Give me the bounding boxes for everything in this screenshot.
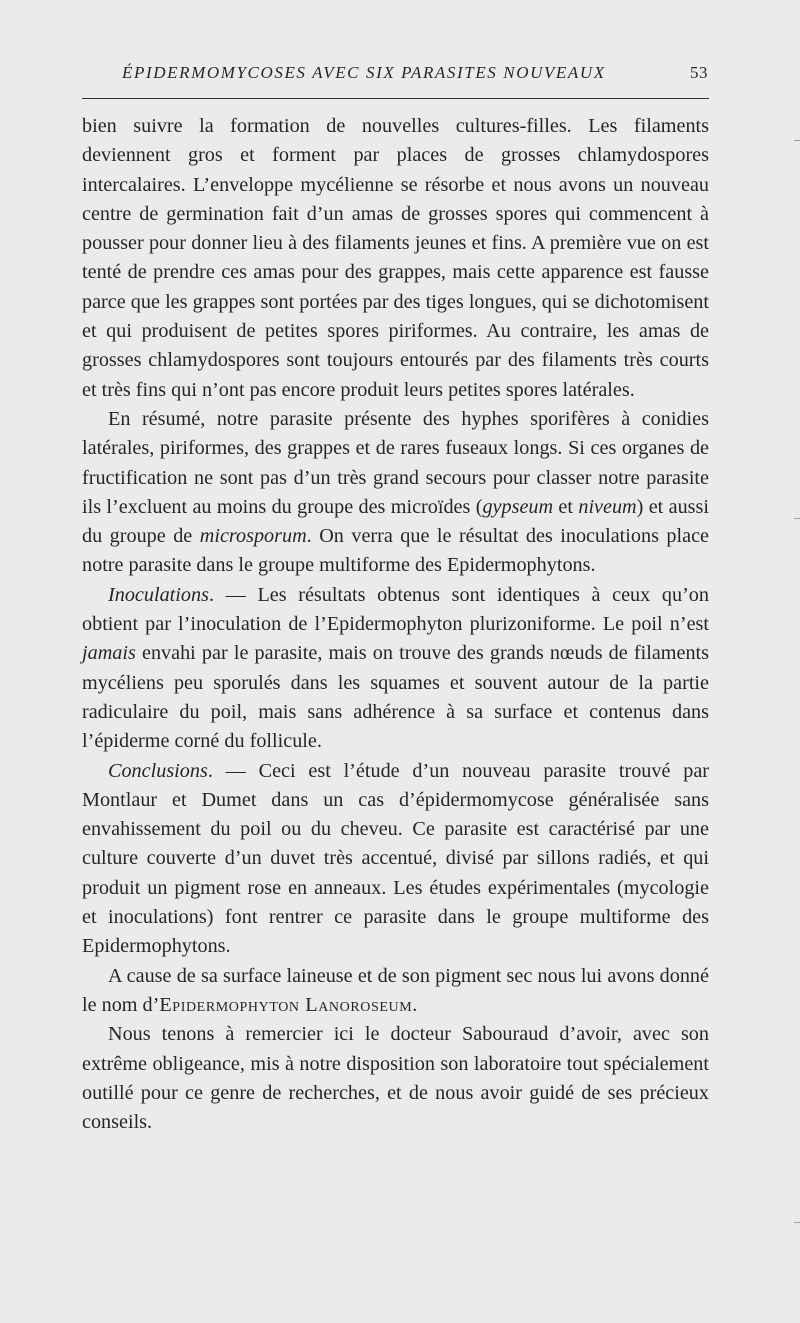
margin-mark — [794, 1222, 800, 1223]
page-number: 53 — [690, 63, 708, 82]
genus-microsporum: microsporum — [199, 525, 307, 548]
emphasis-jamais: jamais — [82, 642, 136, 665]
species-gypseum: gypseum — [482, 495, 554, 518]
body-text — [82, 112, 709, 1137]
inoculations-text-b: envahi par le parasite, mais on trouve des grands nœuds de filaments mycéliens peu sporulés dans les squames et souvent autour de la partie radiculaire du poil, mais sans adhérence à sa surface et contenus dans l’épiderme corné du follicule. — [82, 642, 709, 753]
inoculations-text-a: . — Les résultats obtenus sont identiques à ceux qu’on obtient par l’inoculation de l’Epidermophyton plurizoniforme. Le poil n’est — [82, 583, 709, 636]
header-rule — [82, 98, 709, 99]
paragraph-culture-description: bien suivre la formation de nouvelles cultures-filles. Les filaments deviennent gros et forment par places de grosses chlamydospores intercalaires. L’enveloppe mycélienne se résorbe et nous avons un nouveau centre de germination fait d’un amas de grosses spores qui commencent à pousser pour donner lieu à des filaments jeunes et fins. A première vue on est tenté de prendre ces amas pour des grappes, mais cette apparence est fausse parce que les grappes sont portées par des tiges longues, qui se dichotomisent et qui produisent de petites spores piriformes. Au contraire, les amas de grosses chlamydospores sont toujours entourés par des filaments très courts et très fins qui n’ont pas encore produit leurs petites spores latérales. — [82, 115, 709, 401]
paragraph-conclusions — [82, 757, 709, 962]
paragraph-summary — [82, 405, 709, 581]
conclusions-text: . — Ceci est l’étude d’un nouveau parasite trouvé par Montlaur et Dumet dans un cas d’épidermomycose généralisée sans envahissement du poil ou du cheveu. Ce parasite est caractérisé par une culture couverte d’un duvet très accentué, divisé par sillons radiés, et qui produit un pigment rose en anneaux. Les études expérimentales (mycologie et inoculations) font rentrer ce parasite dans le groupe multiforme des Epidermophytons. — [82, 759, 709, 958]
margin-mark — [794, 140, 800, 141]
heading-inoculations: Inoculations — [108, 583, 209, 606]
summary-text-a: En résumé, notre parasite présente des hyphes sporifères à conidies latérales, piriformes, des grappes et de rares fuseaux longs. Si ces organes de fructification ne sont pas d’un très grand secours pour classer notre parasite ils l’excluent au moins du groupe des microïdes ( — [82, 407, 709, 518]
paragraph-acknowledgements: Nous tenons à remercier ici le docteur Sabouraud d’avoir, avec son extrême obligeance, mis à notre disposition son laboratoire tout spécialement outillé pour ce genre de recherches, et de nous avoir guidé de ses précieux conseils. — [82, 1023, 709, 1134]
species-name-smallcaps: Epidermophyton Lanoroseum — [159, 993, 413, 1016]
margin-mark — [794, 518, 800, 519]
running-head — [82, 63, 710, 89]
paragraph-naming — [82, 962, 709, 1021]
naming-text-a: A cause de sa surface laineuse et de son pigment sec nous lui avons donné le nom d’ — [82, 964, 709, 1016]
paragraph-inoculations — [82, 581, 709, 757]
species-niveum: niveum — [578, 495, 637, 518]
summary-text-b: ) et aussi du groupe de — [82, 495, 709, 548]
heading-conclusions: Conclusions — [108, 759, 208, 782]
naming-text-b: . — [412, 993, 418, 1016]
summary-text-c: . On verra que le résultat des inoculations place notre parasite dans le groupe multiforme des Epidermophytons. — [82, 525, 709, 577]
running-title: ÉPIDERMOMYCOSES AVEC SIX PARASITES NOUVEAUX — [122, 63, 606, 82]
summary-text-et: et — [553, 495, 579, 518]
